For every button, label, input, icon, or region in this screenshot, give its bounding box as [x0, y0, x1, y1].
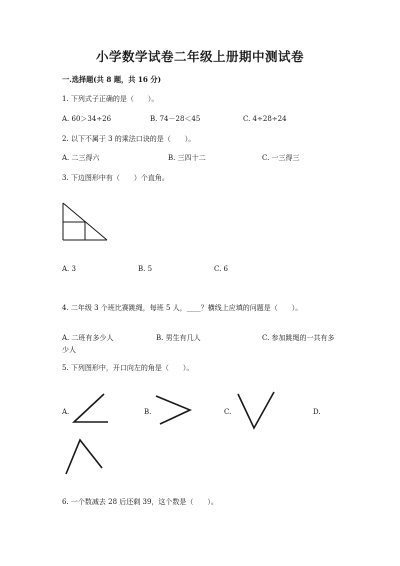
question-5-stem: 5. 下列图形中，开口向左的角是（ ）。: [62, 364, 194, 372]
question-2-option-c: C. 一三得三: [262, 154, 300, 162]
angle-figure-c: [232, 388, 278, 432]
angle-c-lines: [238, 392, 274, 428]
question-1-option-c: C. 4÷28÷24: [243, 115, 287, 123]
angle-b-lines: [156, 396, 190, 424]
section-heading: 一.选择题(共 8 题，共 16 分): [62, 75, 162, 84]
right-angle-figure: [60, 200, 110, 242]
question-2-stem: 2. 以下不属于 3 的乘法口诀的是（ ）。: [62, 135, 196, 143]
question-5-option-d: D.: [313, 408, 321, 416]
question-1-stem: 1. 下列式子正确的是（ ）。: [62, 95, 159, 103]
question-6-stem: 6. 一个数减去 28 后还剩 39，这个数是（ ）。: [62, 498, 218, 506]
question-2-option-a: A. 二三得六: [62, 154, 100, 162]
question-3-option-c: C. 6: [214, 265, 229, 273]
question-5-option-b: B.: [144, 408, 152, 416]
question-3-option-a: A. 3: [62, 265, 76, 273]
question-2-option-b: B. 三四十二: [168, 154, 206, 162]
question-5-option-c: C.: [224, 408, 232, 416]
angle-a-lines: [74, 394, 108, 422]
exam-title: 小学数学试卷二年级上册期中测试卷: [95, 49, 304, 64]
angle-d-lines: [66, 440, 102, 474]
question-4-option-b: B. 男生有几人: [156, 334, 201, 342]
question-4-stem: 4. 二年级 3 个班比赛跳绳，每班 5 人，____？横线上应填的问题是（ ）。: [62, 304, 303, 312]
question-4-option-a: A. 二班有多少人: [62, 334, 114, 342]
question-1-option-a: A. 60＞34÷26: [62, 115, 112, 123]
question-4-option-c: C. 参加跳绳的一共有多: [262, 334, 335, 342]
question-5-option-a: A.: [62, 408, 70, 416]
angle-figure-d: [60, 434, 110, 478]
question-3-option-b: B. 5: [138, 265, 153, 273]
angle-figure-b: [152, 392, 194, 428]
question-4-option-c-continued: 少人: [62, 346, 76, 354]
question-1-option-b: B. 74－28＜45: [150, 115, 201, 123]
question-3-stem: 3. 下边图形中有（ ）个直角。: [62, 174, 169, 182]
angle-figure-a: [70, 390, 110, 430]
